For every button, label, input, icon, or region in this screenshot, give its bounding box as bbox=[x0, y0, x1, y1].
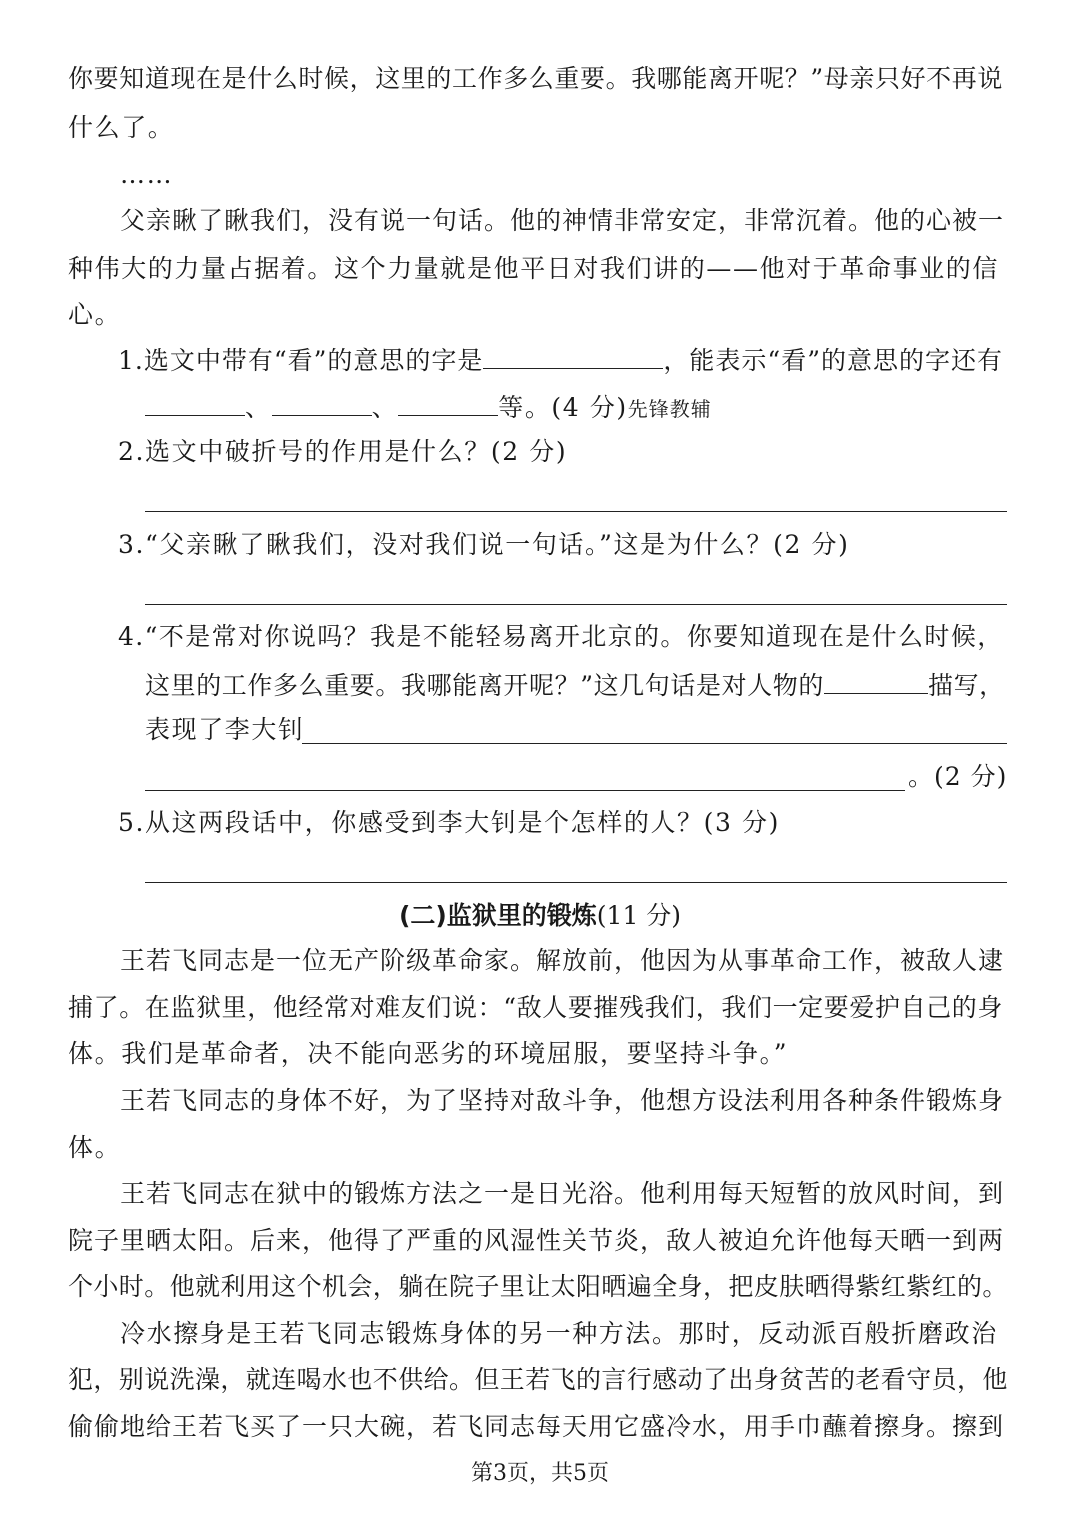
section-2-score: (11 分) bbox=[596, 901, 682, 930]
passage2-p3-line-2: 院子里晒太阳。后来，他得了严重的风湿性关节炎，敌人被迫允许他每天晒一到两 bbox=[68, 1226, 1005, 1255]
passage2-p4-line-2: 犯，别说洗澡，就连喝水也不供给。但王若飞的言行感动了出身贫苦的老看守员，他 bbox=[68, 1365, 1008, 1394]
passage2-p3-line-3: 个小时。他就利用这个机会，躺在院子里让太阳晒遍全身，把皮肤晒得紫红紫红的。 bbox=[68, 1272, 1008, 1301]
passage1-line-4: 种伟大的力量占据着。这个力量就是他平日对我们讲的——他对于革命事业的信 bbox=[68, 254, 1000, 283]
passage2-p2-line-2: 体。 bbox=[68, 1133, 122, 1162]
answer-line-q5[interactable] bbox=[145, 882, 1007, 883]
question-4-line-3: 表现了李大钊 bbox=[145, 715, 305, 744]
question-1-line-1 bbox=[118, 342, 1008, 378]
question-2: 2.选文中破折号的作用是什么？(2 分) bbox=[118, 437, 568, 466]
passage1-line-5: 心。 bbox=[68, 300, 122, 329]
question-4-score: 。(2 分) bbox=[908, 762, 1008, 791]
passage2-p2-line-1: 王若飞同志的身体不好，为了坚持对敌斗争，他想方设法利用各种条件锻炼身 bbox=[120, 1086, 1005, 1115]
question-1-text-c: 等。(4 分) bbox=[498, 393, 628, 422]
question-3: 3.“父亲瞅了瞅我们，没对我们说一句话。”这是为什么？(2 分) bbox=[118, 530, 850, 559]
section-2-title bbox=[0, 899, 1080, 933]
question-1-text-b: ，能表示“看”的意思的字还有 bbox=[663, 346, 1003, 375]
passage2-p1-line-3: 体。我们是革命者，决不能向恶劣的环境屈服，要坚持斗争。” bbox=[68, 1039, 789, 1068]
question-4-text-a: 这里的工作多么重要。我哪能离开呢？”这几句话是对人物的 bbox=[145, 671, 824, 700]
answer-blank-q1-2[interactable] bbox=[272, 389, 372, 416]
question-4-line-1: 4.“不是常对你说吗？我是不能轻易离开北京的。你要知道现在是什么时候， bbox=[118, 622, 1004, 651]
ellipsis: …… bbox=[120, 160, 174, 189]
passage2-p3-line-1: 王若飞同志在狱中的锻炼方法之一是日光浴。他利用每天短暂的放风时间，到 bbox=[120, 1179, 1005, 1208]
passage1-line-3: 父亲瞅了瞅我们，没有说一句话。他的神情非常安定，非常沉着。他的心被一 bbox=[120, 206, 1005, 235]
question-4-line-2 bbox=[145, 667, 1008, 703]
answer-blank-q1-1[interactable] bbox=[145, 389, 245, 416]
separator-2: 、 bbox=[371, 393, 399, 422]
question-5: 5.从这两段话中，你感受到李大钊是个怎样的人？(3 分) bbox=[118, 808, 781, 837]
passage1-line-2: 什么了。 bbox=[68, 113, 175, 142]
question-4-text-b: 描写， bbox=[927, 671, 1005, 700]
watermark-text: 先锋教辅 bbox=[627, 397, 712, 421]
answer-blank-q1-3[interactable] bbox=[398, 389, 498, 416]
answer-blank-q4-type[interactable] bbox=[824, 667, 928, 694]
separator-1: 、 bbox=[245, 393, 272, 422]
section-2-title-text: (二)监狱里的锻炼 bbox=[398, 901, 597, 930]
answer-line-q4-b[interactable] bbox=[145, 790, 905, 791]
passage1-line-1: 你要知道现在是什么时候，这里的工作多么重要。我哪能离开呢？”母亲只好不再说 bbox=[68, 64, 1003, 93]
question-1-text-a: 1.选文中带有“看”的意思的字是 bbox=[118, 346, 484, 375]
answer-blank-q1-main[interactable] bbox=[483, 342, 663, 369]
answer-line-q3[interactable] bbox=[145, 604, 1007, 605]
page-number: 第3页，共5页 bbox=[471, 1461, 609, 1486]
answer-line-q2[interactable] bbox=[145, 511, 1007, 512]
passage2-p1-line-2: 捕了。在监狱里，他经常对难友们说：“敌人要摧残我们，我们一定要爱护自己的身 bbox=[68, 993, 1003, 1022]
passage2-p4-line-3: 偷偷地给王若飞买了一只大碗，若飞同志每天用它盛冷水，用手巾蘸着擦身。擦到 bbox=[68, 1412, 1005, 1441]
passage2-p1-line-1: 王若飞同志是一位无产阶级革命家。解放前，他因为从事革命工作，被敌人逮 bbox=[120, 946, 1005, 975]
question-1-line-2 bbox=[145, 389, 1008, 426]
answer-line-q4-a[interactable] bbox=[302, 743, 1007, 744]
passage2-p4-line-1: 冷水擦身是王若飞同志锻炼身体的另一种方法。那时，反动派百般折磨政治 bbox=[120, 1319, 998, 1348]
